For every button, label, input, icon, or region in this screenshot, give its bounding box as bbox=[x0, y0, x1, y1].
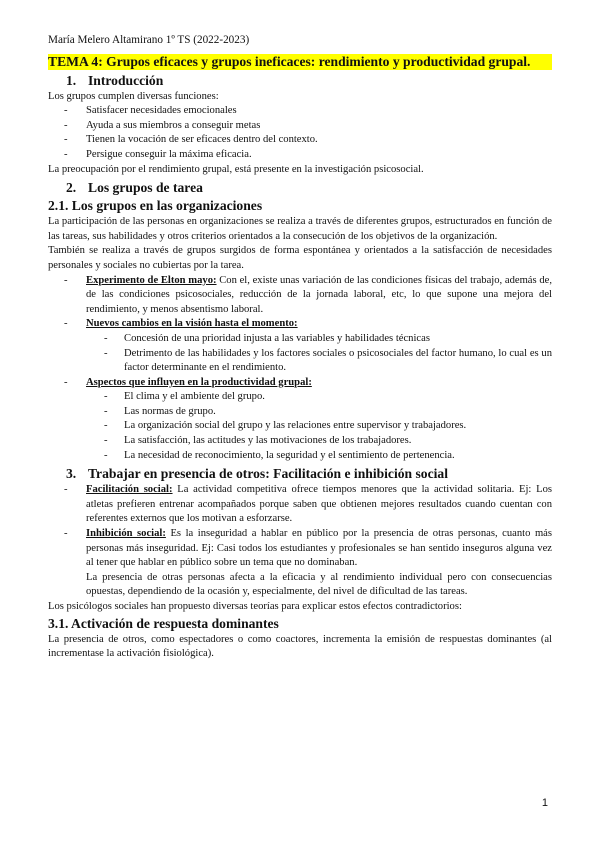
section-1-heading bbox=[48, 72, 552, 90]
list-item-facilitacion bbox=[48, 483, 552, 527]
section-2-number: 2. bbox=[66, 180, 77, 196]
document-title: TEMA 4: Grupos eficaces y grupos ineficaces: rendimiento y productividad grupal. bbox=[48, 54, 552, 70]
paragraph: La presencia de otros, como espectadores o como coactores, incrementa la emisión de respuestas dominantes (al incrementase la activación fisiológica). bbox=[48, 633, 552, 660]
section-1-number: 1. bbox=[66, 72, 77, 88]
subsection-3-1-heading: 3.1. Activación de respuesta dominantes bbox=[48, 615, 279, 631]
section-1-closing: La preocupación por el rendimiento grupal, está presente en la investigación psicosocial. bbox=[48, 163, 424, 175]
list-item: - La organización social del grupo y las relaciones entre supervisor y trabajadores. bbox=[48, 419, 552, 434]
paragraph: También se realiza a través de grupos surgidos de forma espontánea y orientados a la satisfacción de necesidades personales y sociales no cubiertas por la tarea. bbox=[48, 245, 552, 271]
list-item: - Satisfacer necesidades emocionales bbox=[48, 104, 552, 119]
list-item: - Tienen la vocación de ser eficaces dentro del contexto. bbox=[48, 133, 552, 148]
list-item: - Concesión de una prioridad injusta a las variables y habilidades técnicas bbox=[48, 332, 552, 347]
cambios-sublist bbox=[48, 332, 552, 376]
list-item: - La satisfacción, las actitudes y las motivaciones de los trabajadores. bbox=[48, 434, 552, 449]
section-2-list bbox=[48, 274, 552, 332]
document-page bbox=[48, 33, 552, 662]
list-item-cambios bbox=[48, 317, 552, 332]
section-2-heading bbox=[48, 179, 552, 197]
list-item: - El clima y el ambiente del grupo. bbox=[48, 390, 552, 405]
cambios-label: Nuevos cambios en la visión hasta el momento: bbox=[86, 318, 298, 330]
elton-label: Experimento de Elton mayo: bbox=[86, 274, 217, 286]
section-1-list bbox=[48, 104, 552, 162]
list-item-elton bbox=[48, 274, 552, 318]
document-header: María Melero Altamirano 1º TS (2022-2023) bbox=[48, 34, 250, 46]
list-item: - Ayuda a sus miembros a conseguir metas bbox=[48, 119, 552, 134]
section-3-heading bbox=[48, 465, 552, 483]
section-3-number: 3. bbox=[66, 466, 77, 482]
inhibicion-text: Es la inseguridad a hablar en público por la presencia de otras personas, cuanto más personas más inseguridad. Ej: Casi todos los estudiantes y profesionales se han sentido inseguros alguna vez al tener que hablar en público sobre un tema que no dominaban. bbox=[86, 528, 553, 569]
subsection-2-1-heading: 2.1. Los grupos en las organizaciones bbox=[48, 198, 263, 214]
aspectos-sublist bbox=[48, 390, 552, 463]
list-item-inhibicion bbox=[48, 527, 552, 571]
section-3-list bbox=[48, 483, 552, 571]
aspectos-list bbox=[48, 376, 552, 391]
inhibicion-extra: La presencia de otras personas afecta a la eficacia y al rendimiento individual pero con consecuencias opuestas, dependiendo de la ocasión y, especialmente, del nivel de dificultad de las tareas. bbox=[86, 571, 552, 598]
page-number: 1 bbox=[541, 797, 548, 809]
section-2-title: Los grupos de tarea bbox=[88, 180, 203, 196]
elton-text: Con el, existe unas variación de las condiciones físicas del trabajo, además de, de las condiciones psicosociales, reducción de la jornada laboral, etc, lo que supone una mejora del rendimiento, y menos absentismo laboral. bbox=[86, 274, 552, 315]
list-item: - Detrimento de las habilidades y los factores sociales o psicosociales del factor humano, lo cual es un factor determinante en el rendimiento. bbox=[48, 347, 552, 376]
facilitacion-text: La actividad competitiva ofrece tiempos menores que la actividad solitaria. Ej: Los atletas prefieren entrenar acompañados porque saben que obtienen mejores resultados cuando cuentan con referentes externos que los motivan a esforzarse. bbox=[86, 484, 552, 525]
list-item-aspectos bbox=[48, 376, 552, 391]
aspectos-label: Aspectos que influyen en la productividad grupal: bbox=[86, 376, 312, 388]
paragraph: Los psicólogos sociales han propuesto diversas teorías para explicar estos efectos contradictorios: bbox=[48, 601, 462, 612]
list-item: - Las normas de grupo. bbox=[48, 405, 552, 420]
section-1-title: Introducción bbox=[88, 72, 164, 88]
list-item: - La necesidad de reconocimiento, la seguridad y el sentimiento de pertenencia. bbox=[48, 449, 552, 464]
inhibicion-label: Inhibición social: bbox=[86, 528, 166, 540]
section-1-intro: Los grupos cumplen diversas funciones: bbox=[48, 90, 219, 102]
paragraph: La participación de las personas en organizaciones se realiza a través de diferentes grupos, estructurados en función de las tareas, sus habilidades y otros criterios orientados a la consecución de los objetivos de la organización. bbox=[48, 216, 552, 242]
list-item: - Persigue conseguir la máxima eficacia. bbox=[48, 148, 552, 163]
facilitacion-label: Facilitación social: bbox=[86, 484, 173, 496]
section-3-title: Trabajar en presencia de otros: Facilitación e inhibición social bbox=[88, 466, 448, 482]
